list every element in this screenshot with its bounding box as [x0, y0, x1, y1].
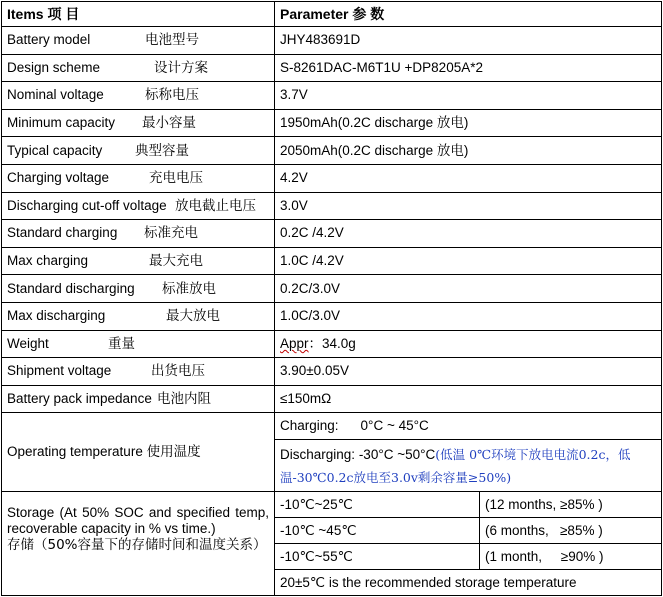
spec-value: 4.2V	[280, 170, 308, 186]
spec-value: S-8261DAC-M6T1U +DP8205A*2	[280, 59, 483, 75]
spec-label-cell	[2, 192, 275, 220]
spec-label-cn: 充电电压	[149, 170, 203, 187]
spec-value-cell	[275, 54, 662, 82]
spec-label-en: Battery pack impedance	[7, 391, 152, 407]
spec-label-cell	[2, 109, 275, 137]
charging-label: Charging:	[280, 418, 339, 434]
spec-label-cell	[2, 302, 275, 330]
spec-value-cell	[275, 164, 662, 192]
spec-row	[2, 247, 662, 275]
spec-value: JHY483691D	[280, 32, 361, 48]
spec-label-cn: 电池型号	[145, 32, 199, 49]
spec-label-en: Minimum capacity	[7, 115, 116, 131]
operating-charging-row	[2, 413, 662, 440]
spec-label-en: Charging voltage	[7, 170, 110, 186]
discharging-note: (低温 0℃环境下放电电流0.2c，低温-30℃0.2c放电至3.0v剩余容量≥50%)	[280, 446, 631, 485]
header-items: Items 项 目	[2, 2, 275, 27]
storage-label	[2, 492, 275, 596]
spec-row	[2, 109, 662, 137]
operating-temperature-label: Operating temperature 使用温度	[2, 413, 275, 492]
header-row	[2, 2, 662, 27]
operating-discharging-cell	[275, 440, 662, 492]
spec-value: 1.0C /4.2V	[280, 253, 344, 269]
spec-label-cell	[2, 247, 275, 275]
spec-row	[2, 275, 662, 303]
spec-value-cell	[275, 220, 662, 248]
spec-value: 2050mAh(0.2C discharge 放电)	[280, 142, 469, 158]
storage-result: (1 month, ≥90% )	[480, 544, 662, 570]
spec-value-cell	[275, 385, 662, 413]
spec-value-cell	[275, 302, 662, 330]
spec-value: 1.0C/3.0V	[280, 308, 341, 324]
spec-label-cn: 最大放电	[166, 308, 220, 325]
spec-label-cn: 标准放电	[162, 280, 216, 297]
storage-row	[2, 492, 662, 518]
spec-label-cell	[2, 358, 275, 386]
spec-row	[2, 192, 662, 220]
spec-label-cell	[2, 82, 275, 110]
spec-row	[2, 82, 662, 110]
storage-recommended: 20±5℃ is the recommended storage temperature	[275, 570, 662, 596]
spec-label-en: Standard charging	[7, 225, 118, 241]
spec-value: ≤150mΩ	[280, 391, 332, 407]
spec-value-cell	[275, 275, 662, 303]
discharging-value: -30°C ~50°C	[358, 446, 436, 462]
storage-result: (6 months, ≥85% )	[480, 518, 662, 544]
spec-row	[2, 358, 662, 386]
spec-value: 0.2C /4.2V	[280, 225, 344, 241]
spec-value-cell	[275, 358, 662, 386]
spec-value-cell	[275, 192, 662, 220]
storage-range: -10℃ ~45℃	[275, 518, 480, 544]
spec-label-cn: 典型容量	[135, 142, 189, 159]
spec-row	[2, 137, 662, 165]
spec-label-cn: 标称电压	[145, 87, 199, 104]
spec-table	[1, 1, 662, 596]
spec-row	[2, 330, 662, 358]
spec-value: 3.0V	[280, 197, 308, 213]
spec-label-en: Shipment voltage	[7, 363, 112, 379]
spec-label-en: Design scheme	[7, 59, 101, 75]
spec-label-cn: 设计方案	[154, 59, 208, 76]
storage-label-en: Storage (At 50% SOC and specified temp, recoverable capacity in % vs time.)	[7, 505, 269, 537]
storage-range: -10℃~55℃	[275, 544, 480, 570]
spec-label-en: Nominal voltage	[7, 87, 104, 103]
spec-label-cell	[2, 27, 275, 55]
spec-row	[2, 385, 662, 413]
spec-value: 3.7V	[280, 87, 308, 103]
spec-label-en: Weight	[7, 335, 49, 351]
spec-value-cell	[275, 109, 662, 137]
spec-label-cn: 放电截止电压	[175, 197, 256, 214]
storage-range: -10℃~25℃	[275, 492, 480, 518]
discharging-label: Discharging:	[280, 446, 356, 462]
spec-row	[2, 220, 662, 248]
spec-label-cell	[2, 220, 275, 248]
spec-value-prefix: Appr	[280, 335, 309, 351]
spec-label-cell	[2, 385, 275, 413]
spec-label-cn: 标准充电	[144, 225, 198, 242]
spec-label-cn: 出货电压	[151, 363, 205, 380]
spec-row	[2, 54, 662, 82]
spec-label-cell	[2, 137, 275, 165]
spec-value-cell	[275, 330, 662, 358]
spec-label-cn: 最大充电	[149, 253, 203, 270]
spec-value: 3.90±0.05V	[280, 363, 349, 379]
spec-value: 0.2C/3.0V	[280, 280, 341, 296]
storage-label-cn: 存储（50%容量下的存储时间和温度关系）	[7, 537, 267, 554]
spec-label-cn: 最小容量	[142, 115, 196, 132]
spec-value-cell	[275, 247, 662, 275]
spec-label-en: Typical capacity	[7, 142, 103, 158]
spec-row	[2, 164, 662, 192]
spec-label-cell	[2, 164, 275, 192]
spec-label-en: Max discharging	[7, 308, 106, 324]
spec-label-cn: 重量	[108, 335, 135, 352]
spec-value-cell	[275, 82, 662, 110]
spec-value-suffix: ：34.0g	[308, 335, 356, 351]
spec-label-cn: 电池内阻	[157, 391, 211, 408]
spec-label-en: Battery model	[7, 32, 91, 48]
spec-label-cell	[2, 330, 275, 358]
spec-label-en: Max charging	[7, 253, 89, 269]
spec-label-cell	[2, 275, 275, 303]
spec-value-cell	[275, 27, 662, 55]
spec-value-cell	[275, 137, 662, 165]
spec-label-en: Discharging cut-off voltage	[7, 197, 167, 213]
storage-result: (12 months, ≥85% )	[480, 492, 662, 518]
spec-value: 1950mAh(0.2C discharge 放电)	[280, 115, 469, 131]
spec-row	[2, 302, 662, 330]
charging-value: 0°C ~ 45°C	[360, 418, 429, 434]
operating-charging-cell	[275, 413, 662, 440]
spec-label-en: Standard discharging	[7, 280, 135, 296]
header-parameter: Parameter 参 数	[275, 2, 662, 27]
spec-row	[2, 27, 662, 55]
spec-label-cell	[2, 54, 275, 82]
